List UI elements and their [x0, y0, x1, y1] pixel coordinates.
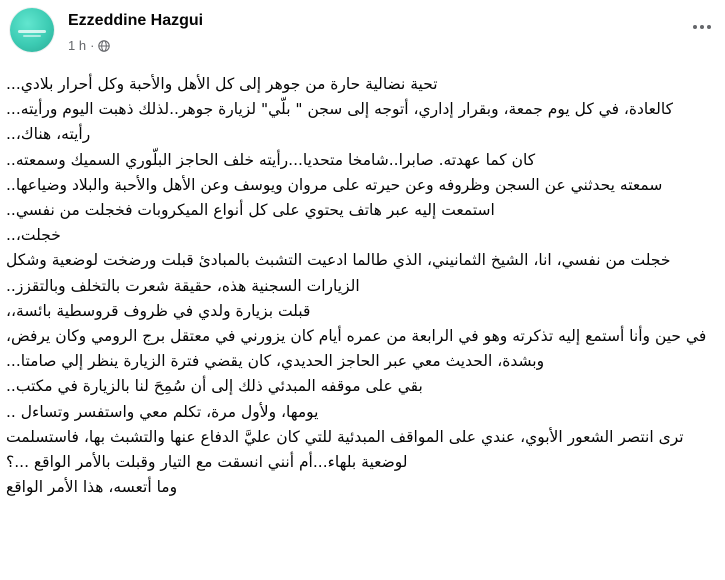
more-options-button[interactable]	[688, 14, 716, 34]
more-options-icon	[692, 15, 712, 34]
globe-icon[interactable]	[98, 40, 110, 52]
post-text	[6, 72, 722, 500]
post-paragraph: بقي على موقفه المبدئي ذلك إلى أن سُمِحَ لنا بالزيارة في مكتب..	[6, 377, 423, 396]
post-timestamp[interactable]: 1 h	[68, 38, 87, 53]
post-paragraph: وما أتعسه، هذا الأمر الواقع	[6, 478, 178, 497]
meta-separator: ·	[90, 38, 95, 53]
post-paragraph: قبلت بزيارة ولدي في ظروف قروسطية بائسة،،	[6, 301, 311, 320]
avatar[interactable]	[10, 8, 54, 52]
post-paragraph: كالعادة، في كل يوم جمعة، وبقرار إداري، أتوجه إلى سجن " بلّي" لزيارة جوهر..لذلك ذهبت اليوم ورأيته...	[6, 100, 673, 119]
author-name[interactable]: Ezzeddine Hazgui	[68, 12, 204, 29]
post-paragraph: سمعته يحدثني عن السجن وظروفه وعن حيرته على مروان ويوسف وعن الأهل والأحبة والبلاد وضياعها..	[6, 175, 663, 194]
post-paragraph: كان كما عهدته. صابرا..شامخا متحديا...رأيته خلف الحاجز البلّوري السميك وسمعته..	[6, 150, 536, 169]
avatar-logo-mark	[18, 30, 46, 33]
post-paragraph: رأيته، هناك،..	[6, 125, 91, 144]
post-paragraph: في حين وأنا أستمع إليه تذكرته وهو في الرابعة من عمره أيام كان يزورني في معتقل برج الرومي وكان يرفض، وبشدة، الحديث معي عبر الحاجز الحديدي، كان يقضي فترة الزيارة ينظر إلي صامتا...	[6, 327, 707, 371]
post-paragraph: ترى انتصر الشعور الأبوي، عندي على المواقف المبدئية للتي كان عليَّ الدفاع عنها والتشبث بها، فاستسلمت لوضعية بلهاء...أم أنني انسقت مع التيار وقبلت بالأمر الواقع ...؟	[6, 427, 684, 472]
post-paragraph: خجلت،..	[6, 226, 61, 245]
post-paragraph: خجلت من نفسي، انا، الشيخ الثمانيني، الذي طالما ادعيت التشبث بالمبادئ قبلت ورضخت لوضعية وشكل الزيارات السجنية هذه، حقيقة شعرت بالتخلف وبالتقزز..	[6, 251, 671, 295]
post-header	[0, 0, 725, 70]
post-meta	[68, 38, 110, 53]
post-paragraph: يومها، ولأول مرة، تكلم معي واستفسر وتساءل ..	[6, 402, 319, 421]
post-paragraph: استمعت إليه عبر هاتف يحتوي على كل أنواع الميكروبات فخجلت من نفسي..	[6, 201, 495, 220]
avatar-logo-mark-secondary	[23, 35, 41, 37]
post-paragraph: تحية نضالية حارة من جوهر إلى كل الأهل والأحبة وكل أحرار بلادي...	[6, 75, 438, 93]
